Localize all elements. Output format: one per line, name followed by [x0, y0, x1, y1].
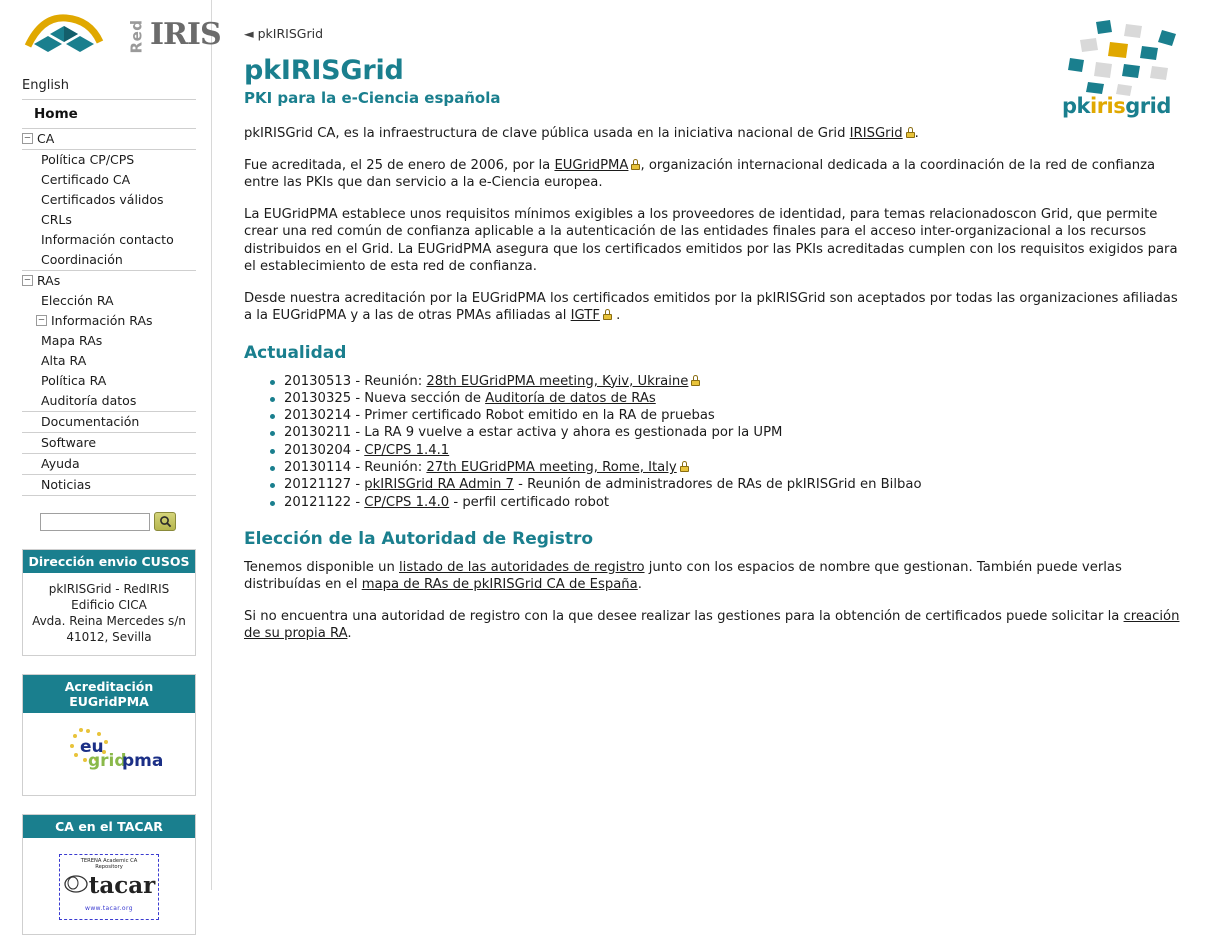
sidebar-item-alta-ra[interactable] [22, 351, 196, 371]
sidebar-item-auditoria-datos[interactable] [22, 391, 196, 412]
sidebar-item-home[interactable]: Home [22, 100, 196, 129]
sidebar-item-label: Información RAs [51, 313, 153, 328]
sidebar-item-informacion-contacto[interactable] [22, 230, 196, 250]
sidebar-item-label: CRLs [41, 212, 72, 227]
address-line: Avda. Reina Mercedes s/n [32, 614, 186, 628]
language-selector[interactable]: English [22, 78, 196, 100]
intro-paragraph-4 [244, 290, 1184, 325]
box-title: Dirección envio CUSOS [23, 550, 195, 573]
news-post: - perfil certificado robot [449, 494, 610, 510]
list-item [270, 407, 1184, 424]
creacion-ra-link[interactable]: creación de su propia RA [244, 608, 1180, 642]
rediris-mark-icon [20, 12, 112, 58]
news-date: 20121122 [284, 494, 352, 510]
news-link[interactable]: 28th EUGridPMA meeting, Kyiv, Ukraine [426, 373, 689, 389]
sidebar-item-crls[interactable] [22, 210, 196, 230]
sidebar-item-label: RAs [37, 273, 61, 288]
box-body [23, 713, 195, 795]
sidebar-item-ras[interactable] [22, 271, 196, 291]
list-item [270, 373, 1184, 390]
text: junto con los espacios de nombre que gestionan. También puede verlas distribuídas en el [244, 559, 1122, 593]
pma-text: pma [122, 751, 164, 771]
section-heading-actualidad: Actualidad [244, 342, 347, 363]
ra-paragraph-1 [244, 559, 1184, 594]
mapa-ras-link[interactable]: mapa de RAs de pkIRISGrid CA de España [361, 577, 638, 593]
text: pkIRISGrid CA, es la infraestructura de clave pública usada en la iniciativa nacional de Grid [244, 126, 850, 141]
box-body [23, 573, 195, 655]
sidebar-item-informacion-ras[interactable] [22, 311, 196, 331]
tacar-glyph-icon [63, 871, 89, 901]
collapse-toggle-icon[interactable]: – [22, 275, 33, 286]
tacar-word: tacar [88, 872, 156, 899]
rediris-logo[interactable] [0, 0, 221, 72]
list-item [270, 494, 1184, 511]
news-pre: - La RA 9 vuelve a estar activa y ahora es gestionada por la UPM [351, 425, 783, 441]
box-body [23, 838, 195, 934]
collapse-toggle-icon[interactable]: – [22, 133, 33, 144]
intro-paragraph-1 [244, 125, 1184, 143]
lock-icon [603, 309, 612, 320]
sidebar-box-direccion [22, 549, 196, 656]
intro-paragraph-3: La EUGridPMA establece unos requisitos mínimos exigibles a los proveedores de identidad, para temas relacionadoscon Grid, que permite crear una red común de confianza aplicable a la autenticación de las entidades finales para el acceso inter-organizacional a los recursos distribuidos en el Grid. La EUGridPMA asegura que los certificados emitidos por las PKIs acreditadas cumplen con los requisitos exigidos para el establecimiento de esta red de confianza. [244, 206, 1178, 274]
lock-icon [680, 461, 689, 472]
news-pre: - Reunión: [351, 459, 427, 475]
sidebar-box-eugridpma [22, 674, 196, 796]
breadcrumb-back-icon[interactable]: ◄ [244, 26, 254, 41]
lock-icon [691, 375, 700, 386]
address-line: Edificio CICA [71, 598, 147, 612]
sidebar [0, 0, 221, 912]
text: . [347, 626, 352, 642]
news-date: 20130214 [284, 408, 352, 424]
collapse-toggle-icon[interactable]: – [36, 315, 47, 326]
page-title: pkIRISGrid [244, 55, 404, 86]
listado-ra-link[interactable]: listado de las autoridades de registro [399, 559, 645, 575]
sidebar-item-label: Documentación [41, 414, 140, 429]
text: . [914, 126, 919, 141]
sidebar-item-label: Política CP/CPS [41, 152, 135, 167]
news-date: 20121127 [284, 477, 352, 493]
news-link[interactable]: pkIRISGrid RA Admin 7 [364, 477, 514, 493]
tacar-logo-icon[interactable] [59, 854, 159, 920]
news-link[interactable]: CP/CPS 1.4.1 [364, 442, 450, 458]
sidebar-item-label: Noticias [41, 477, 91, 492]
section-heading-eleccion-ra: Elección de la Autoridad de Registro [244, 528, 594, 549]
irisgrid-link[interactable]: IRISGrid [849, 126, 903, 141]
eugridpma-link[interactable]: EUGridPMA [554, 157, 629, 173]
sidebar-item-certificados-validos[interactable] [22, 190, 196, 210]
sidebar-item-label: Certificado CA [41, 172, 131, 187]
pkirisgrid-logo [1062, 20, 1184, 118]
sidebar-item-label: Política RA [41, 373, 107, 388]
sidebar-item-noticias[interactable] [22, 475, 196, 496]
sidebar-item-label: Certificados válidos [41, 192, 164, 207]
sidebar-item-label: Elección RA [41, 293, 114, 308]
ra-paragraph-2 [244, 608, 1184, 643]
sidebar-item-label: CA [37, 131, 55, 146]
sidebar-item-label: Información contacto [41, 232, 174, 247]
sidebar-nav [22, 100, 196, 496]
list-item [270, 459, 1184, 476]
sidebar-item-coordinacion[interactable] [22, 250, 196, 271]
list-item [270, 442, 1184, 459]
text: . [637, 577, 642, 593]
tacar-caption-line2: Repository [95, 864, 123, 870]
sidebar-item-label: Coordinación [41, 252, 123, 267]
news-post: - Reunión de administradores de RAs de pkIRISGrid en Bilbao [513, 477, 922, 493]
sidebar-item-certificado-ca[interactable] [22, 170, 196, 190]
sidebar-item-politica-cp-cps[interactable] [22, 150, 196, 170]
address-line: 41012, Sevilla [66, 630, 152, 644]
sidebar-item-label: Mapa RAs [41, 333, 103, 348]
text: Si no encuentra una autoridad de registro con la que desee realizar las gestiones para la obtención de certificados puede solicitar la [244, 608, 1124, 624]
text: Fue acreditada, el 25 de enero de 2006, por la [244, 157, 555, 173]
sidebar-item-mapa-ras[interactable] [22, 331, 196, 351]
news-pre: - [351, 494, 365, 510]
grid-mosaic-icon [1066, 20, 1184, 98]
text: , organización internacional dedicada a la coordinación de la red de confianza entre las PKIs que dan servicio a la e-Ciencia europea. [244, 157, 1156, 190]
news-date: 20130325 [284, 390, 352, 406]
sidebar-item-eleccion-ra[interactable] [22, 291, 196, 311]
breadcrumb[interactable] [244, 26, 1184, 41]
rediris-iris-text: IRIS [149, 17, 221, 52]
address-line: pkIRISGrid - RedIRIS [48, 582, 170, 596]
lock-icon [631, 159, 640, 170]
grid-text: grid [88, 751, 127, 771]
news-list [244, 373, 1184, 511]
text: . [611, 308, 621, 323]
list-item [270, 476, 1184, 493]
news-pre: - [351, 442, 365, 458]
sidebar-item-ayuda[interactable] [22, 454, 196, 475]
sidebar-item-label: Auditoría datos [41, 393, 137, 408]
news-pre: - Primer certificado Robot emitido en la RA de pruebas [351, 408, 715, 424]
tacar-caption-line1: TERENA Academic CA [80, 858, 138, 864]
rediris-red-text: Red [127, 19, 146, 54]
lock-icon [906, 127, 915, 138]
news-link[interactable]: Auditoría de datos de RAs [485, 390, 656, 406]
list-item [270, 390, 1184, 407]
sidebar-item-label: Software [41, 435, 97, 450]
news-date: 20130211 [284, 425, 352, 441]
eu-text: eu [80, 737, 104, 757]
list-item [270, 424, 1184, 441]
page-subtitle: PKI para la e-Ciencia española [244, 89, 501, 107]
news-pre: - Reunión: [351, 373, 427, 389]
sidebar-item-documentacion[interactable] [22, 412, 196, 433]
wordmark-pk: pk [1062, 94, 1090, 118]
news-link[interactable]: CP/CPS 1.4.0 [364, 494, 450, 510]
news-date: 20130114 [284, 459, 352, 475]
sidebar-item-software[interactable] [22, 433, 196, 454]
breadcrumb-label[interactable]: pkIRISGrid [257, 26, 324, 41]
wordmark-grid: grid [1125, 94, 1171, 118]
news-date: 20130513 [284, 373, 352, 389]
wordmark-iris: iris [1090, 94, 1126, 118]
box-title: Acreditación EUGridPMA [23, 675, 195, 713]
sidebar-box-tacar [22, 814, 196, 935]
search-icon [159, 515, 172, 528]
pkirisgrid-wordmark [1062, 94, 1171, 118]
news-link[interactable]: 27th EUGridPMA meeting, Rome, Italy [426, 459, 677, 475]
search-form [40, 512, 211, 531]
sidebar-item-ca[interactable] [22, 129, 196, 150]
news-date: 20130204 [284, 442, 352, 458]
intro-paragraph-2 [244, 157, 1184, 192]
box-title: CA en el TACAR [23, 815, 195, 838]
sidebar-item-label: Ayuda [41, 456, 80, 471]
news-pre: - [351, 477, 365, 493]
text: Desde nuestra acreditación por la EUGridPMA los certificados emitidos por la pkIRISGrid son aceptados por todas las organizaciones afiliadas a la EUGridPMA y a las de otras PMAs afiliadas al [244, 290, 1178, 323]
sidebar-item-politica-ra[interactable] [22, 371, 196, 391]
main-content [212, 0, 1208, 890]
eugridpma-logo-icon[interactable] [66, 725, 164, 781]
news-pre: - Nueva sección de [351, 390, 486, 406]
sidebar-item-label: Alta RA [41, 353, 87, 368]
igtf-link[interactable]: IGTF [570, 308, 600, 323]
search-input[interactable] [40, 513, 150, 531]
text: Tenemos disponible un [244, 559, 399, 575]
tacar-url: www.tacar.org [85, 905, 133, 912]
search-button[interactable] [154, 512, 176, 531]
